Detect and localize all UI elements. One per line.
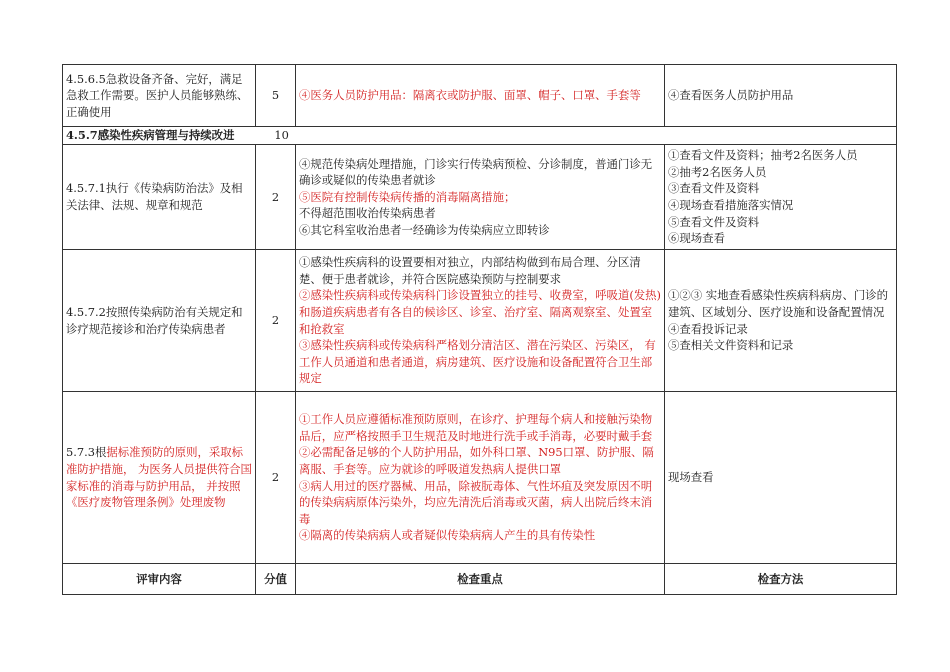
content-prefix: 5.7.3根 <box>66 445 107 460</box>
score-cell: 2 <box>256 392 296 564</box>
cell-line: 不得超范围收治传染病患者 <box>299 206 436 221</box>
cell-line: ③感染性疾病科或传染病科严格划分清洁区、潜在污染区、污染区， 有工作人员通道和患者通道，病房建筑、医疗设施和设备配置符合卫生部规定 <box>299 338 656 386</box>
section-title: 4.5.7感染性疾病管理与持续改进 <box>66 128 235 143</box>
cell-line: ⑤查相关文件资料和记录 <box>668 338 794 353</box>
cell-line: ⑥其它科室收治患者一经确诊为传染病应立即转诊 <box>299 222 550 237</box>
cell-line: ⑥现场查看 <box>668 231 725 246</box>
key-points-cell <box>296 65 665 127</box>
cell-line: ①查看文件及资料；抽考2名医务人员 <box>668 148 858 163</box>
cell-line: ④医务人员防护用品：隔离衣或防护服、面罩、帽子、口罩、手套等 <box>299 88 641 103</box>
score-cell: 5 <box>256 65 296 127</box>
cell-line: ②抽考2名医务人员 <box>668 164 767 179</box>
header-check-method: 检查方法 <box>665 564 897 595</box>
cell-line: ④现场查看措施落实情况 <box>668 198 794 212</box>
cell-line: ②感染性疾病科或传染病科门诊设置独立的挂号、收费室，呼吸道(发热)和肠道疾病患者有各自的候诊区、诊室、治疗室、隔离观察室、处置室和抢救室 <box>299 288 661 336</box>
cell-line: ②必需配备足够的个人防护用品，如外科口罩、N95口罩、防护服、隔离服、手套等。应为就诊的呼吸道发热病人提供口罩 <box>299 445 654 476</box>
section-score: 10 <box>274 128 289 143</box>
cell-line: ①②③ 实地查看感染性疾病科病房、门诊的建筑、区域划分、医疗设施和设备配置情况 <box>668 288 889 319</box>
key-points-cell <box>296 392 665 564</box>
cell-line: ④隔离的传染病病人或者疑似传染病病人产生的具有传染性 <box>299 528 596 543</box>
cell-line: ④规范传染病处理措施，门诊实行传染病预检、分诊制度，普通门诊无确诊或疑似的传染患者就诊 <box>299 156 653 188</box>
content-red-text: 据标准预防的原则，采取标准防护措施， 为医务人员提供符合国家标准的消毒与防护用品， 并按照《医疗废物管理条例》处理废物 <box>66 445 252 510</box>
section-row <box>63 127 897 145</box>
table-row <box>63 65 897 127</box>
check-method-cell <box>665 392 897 564</box>
table-row <box>63 392 897 564</box>
check-method-cell <box>665 250 897 392</box>
cell-line: ④查看投诉记录 <box>668 321 748 336</box>
key-points-cell <box>296 250 665 392</box>
check-method-cell <box>665 145 897 250</box>
header-score: 分值 <box>256 564 296 595</box>
review-content-cell: 4.5.6.5急救设备齐备、完好，满足急救工作需要。医护人员能够熟练、正确使用 <box>63 65 256 127</box>
cell-line: ③病人用过的医疗器械、用品，除被朊毒体、气性坏疽及突发原因不明的传染病病原体污染外，均应先清洗后消毒或灭菌，病人出院后终末消毒 <box>299 478 653 526</box>
table-row <box>63 145 897 250</box>
review-content-cell <box>63 392 256 564</box>
section-cell <box>63 127 897 145</box>
cell-line: ⑤医院有控制传染病传播的消毒隔离措施； <box>299 189 516 204</box>
score-cell: 2 <box>256 145 296 250</box>
cell-line: ①工作人员应遵循标准预防原则，在诊疗、护理每个病人和接触污染物品后，应严格按照手卫生规范及时地进行洗手或手消毒，必要时戴手套 <box>299 412 653 443</box>
review-standards-table <box>62 64 897 595</box>
header-key-points: 检查重点 <box>296 564 665 595</box>
header-review-content: 评审内容 <box>63 564 256 595</box>
table-row <box>63 250 897 392</box>
cell-line: ⑤查看文件及资料 <box>668 214 760 229</box>
key-points-cell <box>296 145 665 250</box>
cell-line: ③查看文件及资料 <box>668 181 760 196</box>
review-content-cell: 4.5.7.2按照传染病防治有关规定和诊疗规范接诊和治疗传染病患者 <box>63 250 256 392</box>
review-content-cell: 4.5.7.1执行《传染病防治法》及相关法律、法规、规章和规范 <box>63 145 256 250</box>
cell-line: 现场查看 <box>668 470 714 485</box>
cell-line: ④查看医务人员防护用品 <box>668 88 794 103</box>
check-method-cell <box>665 65 897 127</box>
score-cell: 2 <box>256 250 296 392</box>
column-header-row <box>63 564 897 595</box>
cell-line: ①感染性疾病科的设置要相对独立，内部结构做到布局合理、分区清楚、便于患者就诊，并符合医院感染预防与控制要求 <box>299 255 641 286</box>
